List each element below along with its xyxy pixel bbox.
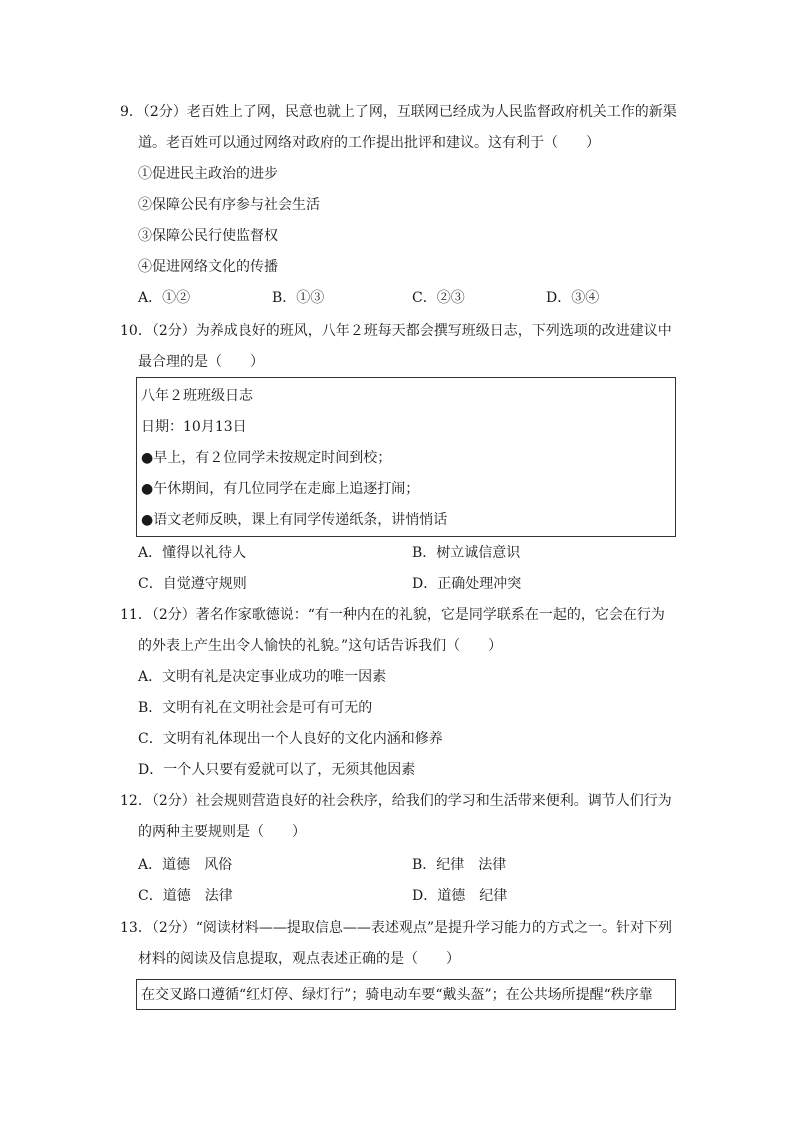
q13-stem-line2: 材料的阅读及信息提取，观点表述正确的是（ ） — [138, 951, 460, 967]
q11-stem-line2: 的外表上产生出令人愉快的礼貌。”这句话告诉我们（ ） — [138, 638, 503, 654]
q13-stem-line1: 13．（2分）“阅读材料——提取信息——表述观点”是提升学习能力的方式之一。针对下列 — [120, 920, 673, 936]
q9-item-3: ③保障公民行使监督权 — [138, 228, 278, 244]
q10-log-entry-1: ●早上，有２位同学未按规定时间到校； — [141, 450, 392, 466]
q12-option-a: A．道德 风俗 — [138, 857, 233, 873]
q9-option-d: D．③④ — [546, 290, 600, 306]
q9-option-b: B．①③ — [272, 290, 325, 306]
q9-stem-line2: 道。老百姓可以通过网络对政府的工作提出批评和建议。这有利于（ ） — [138, 135, 600, 151]
q11-stem-line1: 11．（2分）著名作家歌德说：“有一种内在的礼貌，它是同学联系在一起的，它会在行为 — [120, 607, 665, 623]
q12-option-b: B．纪律 法律 — [412, 857, 507, 873]
q9-item-2: ②保障公民有序参与社会生活 — [138, 197, 320, 213]
q11-option-d: D．一个人只要有爱就可以了，无须其他因素 — [138, 762, 416, 778]
q9-item-1: ①促进民主政治的进步 — [138, 166, 278, 182]
q13-material-box — [136, 979, 676, 1010]
q12-stem-line1: 12．（2分）社会规则营造良好的社会秩序，给我们的学习和生活带来便利。调节人们行为 — [120, 793, 672, 809]
q10-stem-line2: 最合理的是（ ） — [138, 354, 264, 370]
q10-log-entry-3: ●语文老师反映，课上有同学传递纸条，讲悄悄话 — [141, 512, 448, 528]
q10-option-b: B．树立诚信意识 — [412, 545, 521, 561]
q11-option-a: A．文明有礼是决定事业成功的唯一因素 — [138, 669, 387, 685]
q11-option-b: B．文明有礼在文明社会是可有可无的 — [138, 700, 373, 716]
q9-item-4: ④促进网络文化的传播 — [138, 259, 278, 275]
q10-option-c: C．自觉遵守规则 — [138, 576, 247, 592]
q10-log-date: 日期：10月13日 — [141, 419, 247, 435]
q9-option-c: C．②③ — [412, 290, 465, 306]
q13-material-line: 在交叉路口遵循“红灯停、绿灯行”；骑电动车要“戴头盔”；在公共场所提醒“秩序靠 — [141, 987, 653, 1003]
q11-option-c: C．文明有礼体现出一个人良好的文化内涵和修养 — [138, 731, 443, 747]
q12-stem-line2: 的两种主要规则是（ ） — [138, 824, 306, 840]
q10-option-a: A．懂得以礼待人 — [138, 545, 247, 561]
q9-stem-line1: 9．（2分）老百姓上了网，民意也就上了网，互联网已经成为人民监督政府机关工作的新渠 — [120, 104, 677, 120]
q10-option-d: D．正确处理冲突 — [412, 576, 522, 592]
q9-option-a: A．①② — [138, 290, 191, 306]
q12-option-c: C．道德 法律 — [138, 888, 233, 904]
q10-log-entry-2: ●午休期间，有几位同学在走廊上追逐打闹； — [141, 481, 420, 497]
q12-option-d: D．道德 纪律 — [412, 888, 508, 904]
q10-log-title: 八年２班班级日志 — [141, 388, 253, 404]
q10-stem-line1: 10．（2分）为养成良好的班风，八年２班每天都会撰写班级日志，下列选项的改进建议中 — [120, 323, 672, 339]
q10-class-log-box — [136, 377, 676, 537]
